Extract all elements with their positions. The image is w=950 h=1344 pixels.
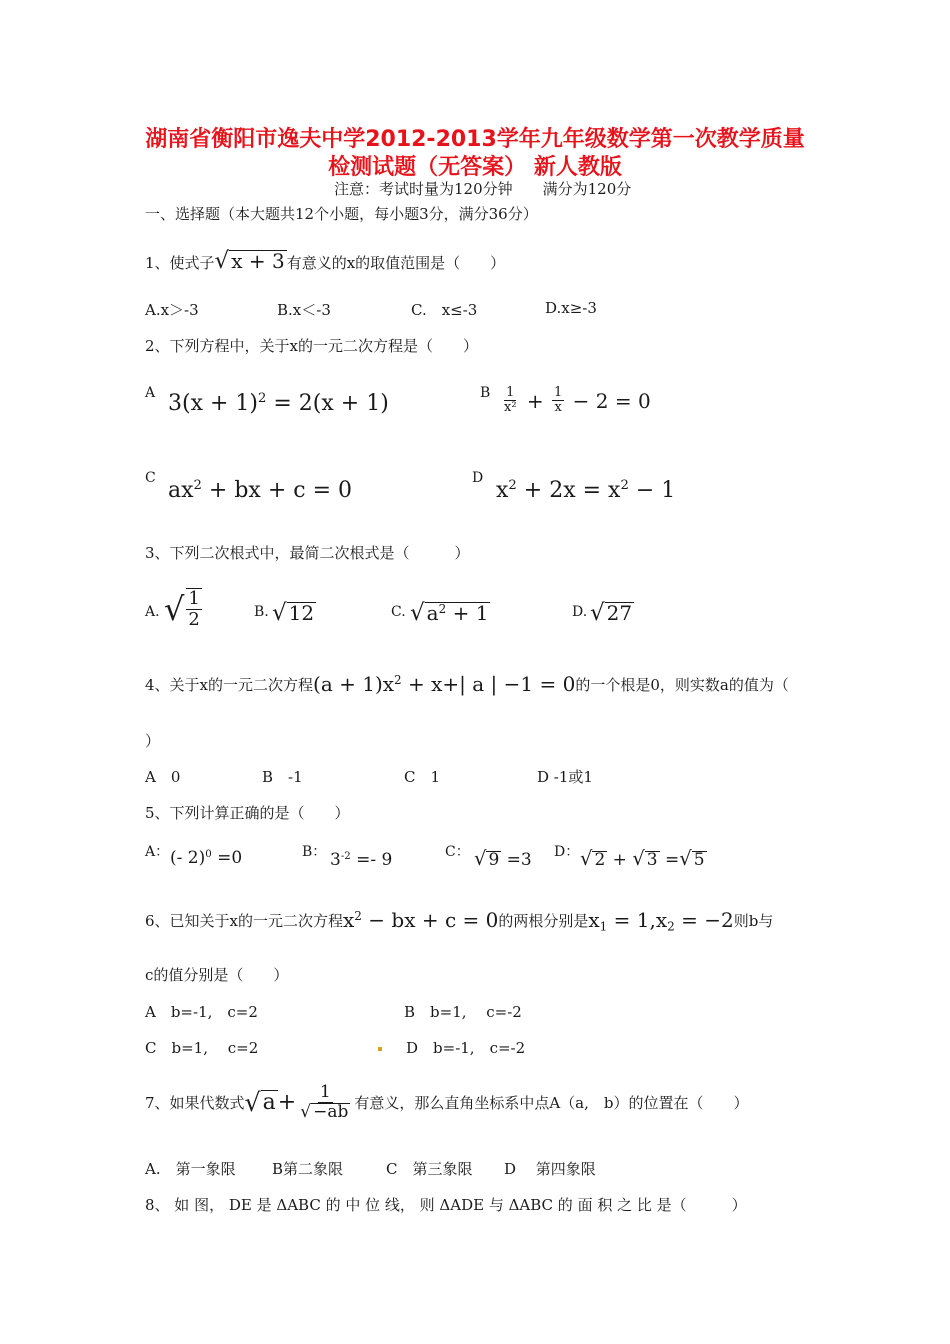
q4-equation: $(a + 1)x^2 + x+|$ a | −1 = 0 [313,672,576,696]
q2-label-b: B [480,385,491,401]
q4-option-d: D -1或1 [537,768,593,786]
q6-option-b: B b=1, c=-2 [404,1003,522,1021]
q1-option-c: C. x≤-3 [411,301,478,319]
q5-option-c-expression: √ 9 =3 [474,847,532,870]
question-5: 5、下列计算正确的是（ ） [145,804,350,822]
question-8: 8、 如 图， DE 是 ΔABC 的 中 位 线， 则 ΔADE 与 ΔABC 的 面 积 之 比 是（ ） [145,1196,747,1214]
q6-equation: $x^2$ − bx + c = 0 [343,908,499,932]
q5-label-c: C： [445,844,470,860]
question-1 [145,248,505,274]
q4-option-b: B -1 [262,768,303,786]
question-6: 6、已知关于x的一元二次方程 $x^2$ − bx + c = 0 的两根分别是 $x_1 = 1,x_2 = -2$ 则b与 [145,908,774,934]
q3-label-c: C. [391,604,406,620]
q3-label-d: D. [572,604,588,620]
q2-option-a-equation: $3(x + 1)^2 = 2(x + 1)$ [168,391,389,416]
q1-prefix: 1、使式子 [145,254,215,272]
exam-note: 注意：考试时量为120分钟 满分为120分 [334,180,632,198]
q6-line-2: c的值分别是（ ） [145,966,289,984]
q1-suffix: 有意义的x的取值范围是（ ） [286,254,506,272]
q5-option-b-expression: $3^{-2} =- 9$ [330,850,393,870]
q4-close-paren: ） [145,732,161,750]
q7-option-d: D 第四象限 [504,1160,596,1178]
q5-label-a: A： [145,844,170,860]
q5-option-a-expression: (- 2)$^0$ =0 [170,848,243,868]
q2-label-a: A [145,385,156,401]
q6-option-d: D b=-1, c=-2 [406,1039,526,1057]
q5-option-d-expression: √ 2 + √ 3 =√ 5 [580,847,705,870]
q2-option-c-equation: $ax^2$ + bx + c = 0 [168,478,352,503]
q1-expression: √ x + 3 [214,248,285,274]
q4-option-a: A 0 [145,768,181,786]
q3-option-c-radical: √ $a^2 + 1$ [410,600,489,626]
q2-label-d: D [472,470,484,486]
q6-option-a: A b=-1, c=2 [145,1003,258,1021]
question-4: 4、关于x的一元二次方程 $(a + 1)x^2 + x+|$ a | −1 = 0 的一个根是0，则实数a的值为（ [145,672,789,696]
q7-option-b: B第二象限 [272,1160,344,1178]
q7-expression: √ a + $\frac{1}{√ -ab}$ [244,1082,349,1122]
q3-label-b: B. [254,604,269,620]
title-line-2: 检测试题（无答案） 新人教版 [328,155,622,180]
q1-option-b: B.x＜-3 [277,301,331,319]
q5-label-d: D： [554,844,580,860]
q7-option-c: C 第三象限 [386,1160,473,1178]
q5-label-b: B： [302,844,327,860]
q6-option-c: C b=1, c=2 [145,1039,259,1057]
q1-option-d: D.x≥-3 [545,299,597,317]
q1-option-a: A.x＞-3 [145,301,199,319]
section-heading: 一、选择题（本大题共12个小题，每小题3分，满分36分） [145,205,538,223]
q2-label-c: C [145,470,156,486]
question-3: 3、下列二次根式中，最简二次根式是（ ） [145,544,470,562]
q3-option-d-radical: √ 27 [590,600,633,626]
q2-option-d-equation: $x^2 + 2x = x^2 - 1$ [496,478,676,503]
stray-dot [378,1047,382,1051]
q3-option-a-radical: √ $\frac{1}{2}$ [164,588,200,630]
q7-option-a: A. 第一象限 [145,1160,236,1178]
q4-option-c: C 1 [404,768,441,786]
question-7: 7、如果代数式 √ a + $\frac{1}{√ -ab}$ 有意义，那么直角坐标系中点A（a, b）的位置在（ ） [145,1082,749,1122]
q3-label-a: A. [145,604,160,620]
title-line-1: 湖南省衡阳市逸夫中学2012-2013学年九年级数学第一次教学质量 [145,127,805,152]
q6-roots: $x_1 = 1,x_2 = -2$ [588,908,734,934]
q2-option-b-equation: $\frac{1}{\text{x²}}$ + $\frac{1}{x}$ − 2 = 0 [504,385,651,416]
question-2: 2、下列方程中，关于x的一元二次方程是（ ） [145,337,479,355]
q3-option-b-radical: √ 12 [272,600,315,626]
